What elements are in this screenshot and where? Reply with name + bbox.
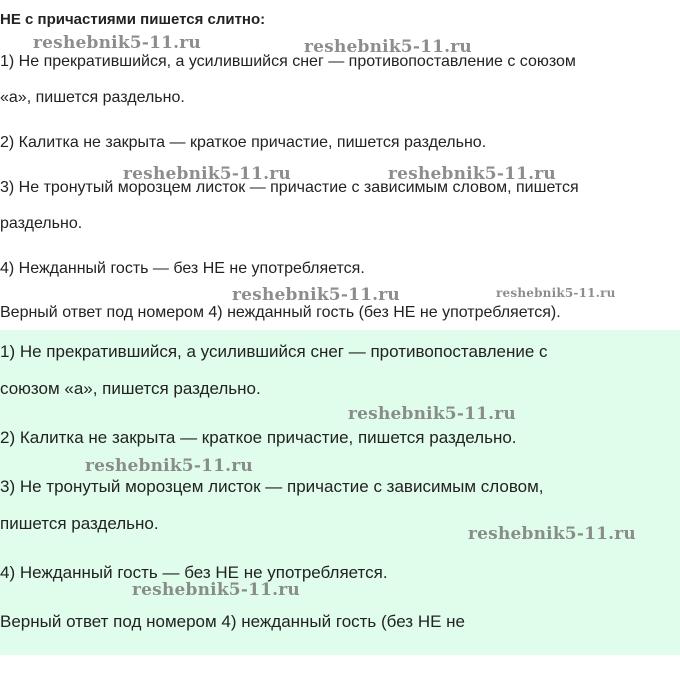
option-1-line-1: 1) Не прекратившийся, а усилившийся снег — противопоставление с — [0, 342, 548, 361]
option-2: 2) Калитка не закрыта — краткое причастие, пишется раздельно. — [0, 134, 487, 151]
watermark: reshebnik5-11.ru — [33, 33, 201, 53]
watermark: reshebnik5-11.ru — [388, 164, 556, 184]
watermark: reshebnik5-11.ru — [304, 37, 472, 57]
watermark: reshebnik5-11.ru — [348, 404, 516, 424]
watermark: reshebnik5-11.ru — [85, 456, 253, 476]
option-1-line-1: 1) Не прекратившийся, а усилившийся снег — противопоставление с союзом — [0, 53, 576, 70]
option-4: 4) Нежданный гость — без НЕ не употребляется. — [0, 563, 388, 582]
option-3-line-2: раздельно. — [0, 215, 83, 232]
watermark: reshebnik5-11.ru — [232, 285, 400, 305]
option-4: 4) Нежданный гость — без НЕ не употребляется. — [0, 260, 365, 277]
watermark: reshebnik5-11.ru — [123, 164, 291, 184]
option-3-line-1: 3) Не тронутый морозцем листок — причастие с зависимым словом, — [0, 477, 544, 496]
answer-line: Верный ответ под номером 4) нежданный гость (без НЕ не употребляется). — [0, 304, 561, 321]
option-2: 2) Калитка не закрыта — краткое причастие, пишется раздельно. — [0, 428, 517, 447]
option-1-line-2: союзом «а», пишется раздельно. — [0, 379, 261, 398]
watermark: reshebnik5-11.ru — [132, 580, 300, 600]
option-1-line-2: «а», пишется раздельно. — [0, 89, 185, 106]
watermark: reshebnik5-11.ru — [468, 524, 636, 544]
answer-line: Верный ответ под номером 4) нежданный гость (без НЕ не — [0, 612, 466, 631]
page-title: НЕ с причастиями пишется слитно: — [0, 11, 266, 28]
watermark: reshebnik5-11.ru — [496, 286, 616, 300]
cropped-area — [0, 655, 680, 688]
answer-block-highlighted — [0, 330, 680, 656]
option-3-line-1: 3) Не тронутый морозцем листок — причастие с зависимым словом, пишется — [0, 179, 579, 196]
option-3-line-2: пишется раздельно. — [0, 514, 159, 533]
